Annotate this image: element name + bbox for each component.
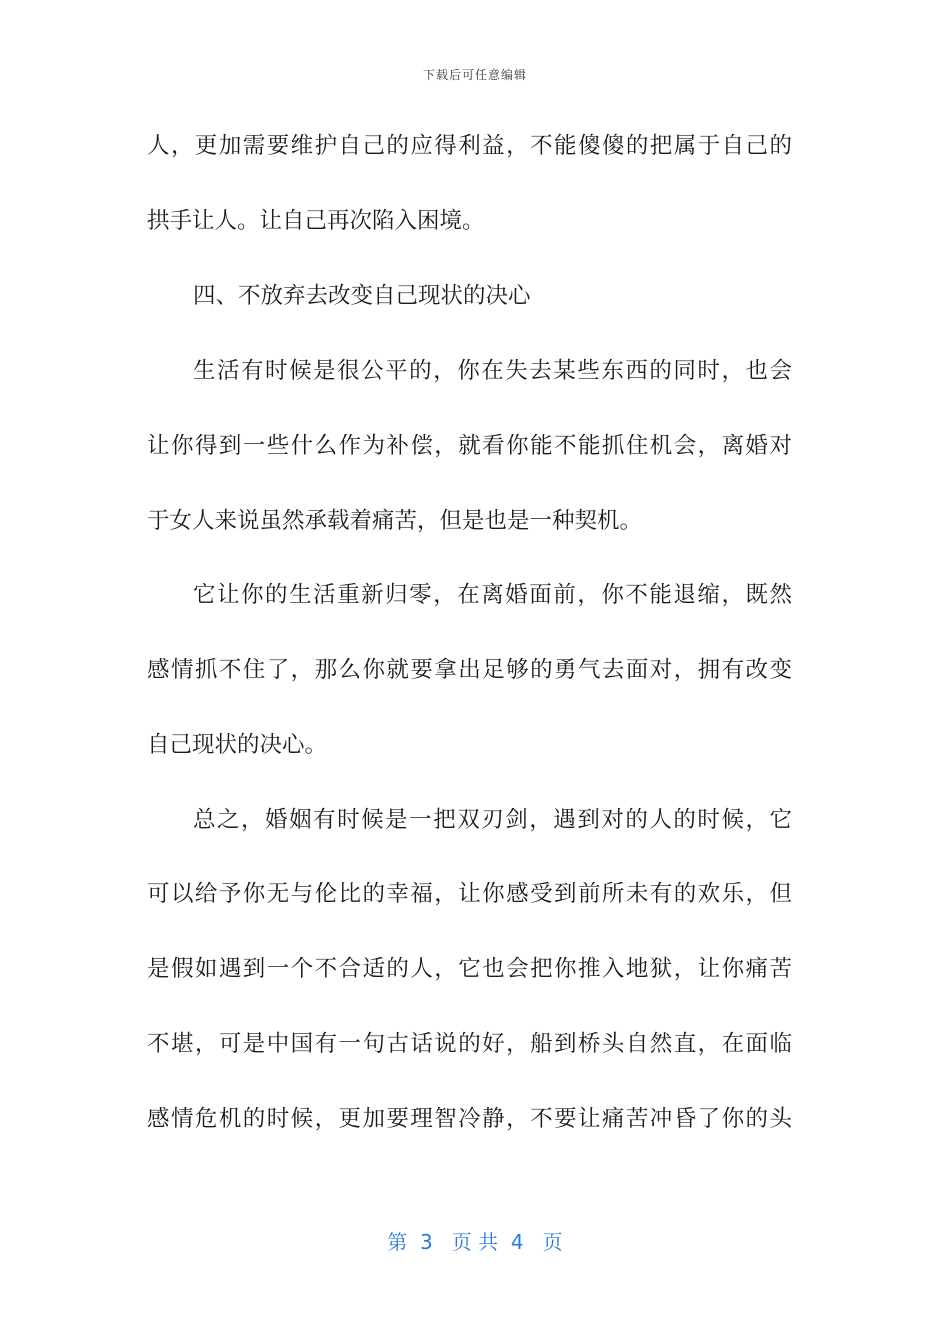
text-line-8: 感情抓不住了，那么你就要拿出足够的勇气去面对，拥有改变 — [147, 657, 792, 683]
text-line-10: 总之，婚姻有时候是一把双刃剑，遇到对的人的时候，它 — [193, 807, 792, 833]
text-line-2: 拱手让人。让自己再次陷入困境。 — [147, 208, 485, 234]
text-line-6: 于女人来说虽然承载着痛苦，但是也是一种契机。 — [147, 508, 643, 534]
text-line-9: 自己现状的决心。 — [147, 732, 328, 758]
text-line-7: 它让你的生活重新归零，在离婚面前，你不能退缩，既然 — [193, 582, 792, 608]
text-line-13: 不堪，可是中国有一句古话说的好，船到桥头自然直，在面临 — [147, 1031, 792, 1057]
text-line-12: 是假如遇到一个不合适的人，它也会把你推入地狱，让你痛苦 — [147, 956, 792, 982]
text-line-4: 生活有时候是很公平的，你在失去某些东西的同时，也会 — [193, 358, 792, 384]
section-heading: 四、不放弃去改变自己现状的决心 — [193, 283, 531, 309]
text-line-14: 感情危机的时候，更加要理智冷静，不要让痛苦冲昏了你的头 — [147, 1106, 792, 1132]
text-line-11: 可以给予你无与伦比的幸福，让你感受到前所未有的欢乐，但 — [147, 881, 792, 907]
page-number-footer: 第 3 页 共 4 页 — [387, 1230, 563, 1254]
text-line-5: 让你得到一些什么作为补偿，就看你能不能抓住机会，离婚对 — [147, 433, 792, 459]
page-header: 下载后可任意编辑 — [422, 68, 527, 82]
text-line-1: 人，更加需要维护自己的应得利益，不能傻傻的把属于自己的 — [147, 133, 792, 159]
